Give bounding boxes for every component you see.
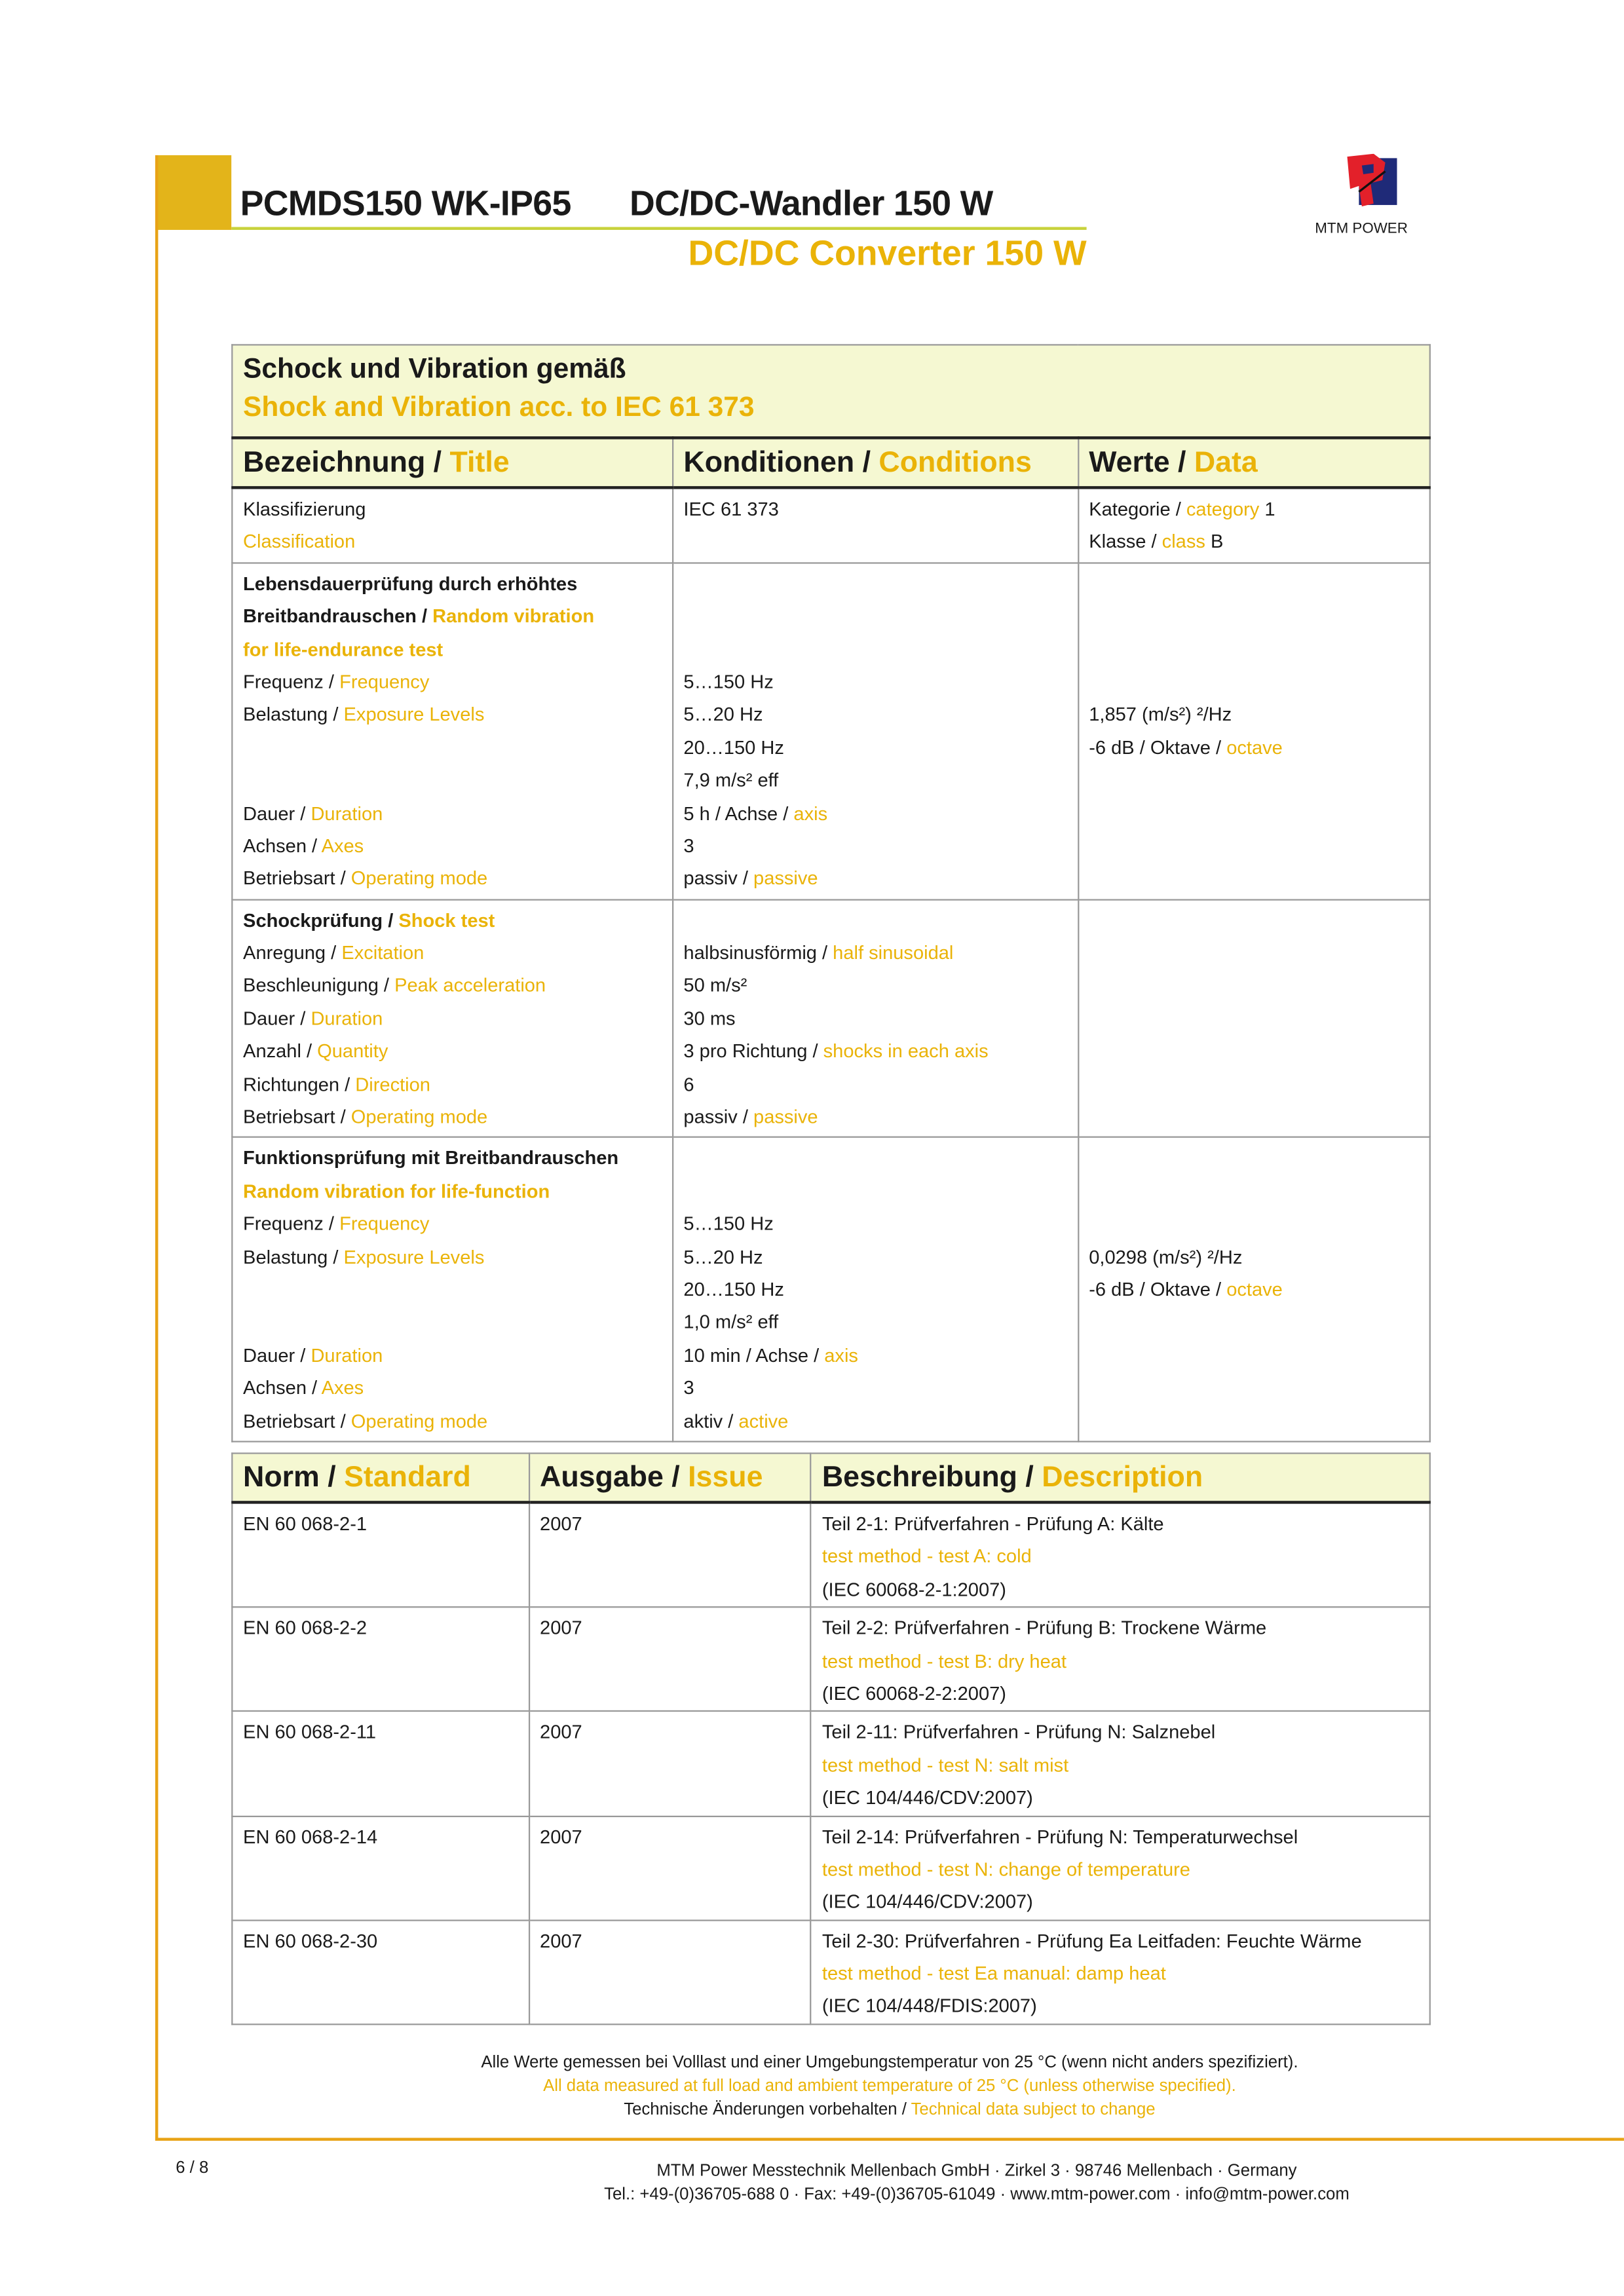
text-en: passive	[753, 1105, 818, 1128]
text-de: Klassifizierung	[243, 498, 366, 520]
text-de: 5 h / Achse /	[683, 801, 794, 824]
cell-line	[822, 1750, 1419, 1782]
text-de: 50 m/s²	[683, 974, 747, 997]
note-change-de: Technische Änderungen vorbehalten /	[624, 2101, 911, 2119]
text-en: Random vibration	[432, 605, 595, 628]
cell-line	[243, 830, 662, 863]
text-de: Dauer /	[243, 1344, 311, 1366]
table-cell	[811, 1920, 1430, 2024]
note-change-en: Technical data subject to change	[911, 2101, 1156, 2119]
measurement-notes	[155, 2052, 1624, 2122]
table-row	[232, 563, 1429, 899]
note-de: Alle Werte gemessen bei Volllast und einer Umgebungstemperatur von 25 °C (wenn nicht anders spezifiziert).	[481, 2054, 1298, 2072]
text-de: Teil 2-1: Prüfverfahren - Prüfung A: Kälte	[821, 1513, 1164, 1535]
text-de: Dauer /	[243, 801, 311, 824]
text-en: Quantity	[317, 1040, 388, 1063]
text-de: 20…150 Hz	[683, 1278, 784, 1300]
text-en: for life-endurance test	[243, 637, 444, 660]
text-de: EN 60 068-2-14	[243, 1825, 378, 1847]
text-de: EN 60 068-2-2	[243, 1617, 368, 1639]
text-de: passiv /	[683, 867, 754, 890]
cell-line	[683, 764, 1067, 797]
cell-line	[243, 1176, 662, 1209]
cell-line	[243, 526, 662, 559]
table-cell	[1078, 899, 1429, 1138]
cell-line	[683, 1241, 1067, 1274]
text-de: 5…20 Hz	[683, 1245, 763, 1268]
cell-line	[1089, 633, 1419, 666]
page-title	[240, 185, 993, 226]
cell-line	[683, 1101, 1067, 1134]
text-de: 5…150 Hz	[683, 1213, 774, 1235]
caption-en: Shock and Vibration acc. to IEC 61 373	[243, 392, 755, 424]
cell-line	[683, 1274, 1067, 1307]
model-name: PCMDS150 WK-IP65	[240, 184, 571, 225]
text-en: Standard	[344, 1461, 471, 1494]
note-en: All data measured at full load and ambient temperature of 25 °C (unless otherwise specified).	[543, 2077, 1236, 2096]
table-row	[232, 1502, 1429, 1607]
title-underline	[231, 227, 1086, 229]
cell-line	[683, 1209, 1067, 1241]
text-de: Achsen /	[243, 834, 322, 857]
text-en: Shock test	[398, 909, 495, 931]
cell-line	[540, 1925, 800, 1958]
text-de: 20…150 Hz	[683, 736, 784, 759]
text-en: Peak acceleration	[394, 974, 546, 997]
mtm-power-logo-icon	[1342, 154, 1400, 216]
table-cell	[232, 563, 672, 899]
table-header-row	[232, 438, 1429, 487]
cell-line	[243, 1209, 662, 1241]
address-line: MTM Power Messtechnik Mellenbach GmbH · Zirkel 3 · 98746 Mellenbach · Germany	[656, 2162, 1297, 2181]
text-de: Breitbandrauschen /	[243, 605, 433, 628]
text-de: 3 pro Richtung /	[683, 1040, 823, 1063]
cell-line	[540, 1821, 800, 1854]
cell-line	[683, 1405, 1067, 1438]
company-address	[155, 2160, 1624, 2207]
cell-line	[683, 1340, 1067, 1372]
text-en: test method - test A: cold	[821, 1545, 1032, 1568]
text-en: Conditions	[878, 446, 1032, 479]
table-cell	[811, 1712, 1430, 1816]
text-de: halbsinusförmig /	[683, 941, 833, 964]
cell-line	[243, 666, 662, 699]
text-de: Richtungen /	[243, 1072, 356, 1095]
text-de: (IEC 60068-2-1:2007)	[821, 1578, 1006, 1600]
cell-line	[1089, 493, 1419, 526]
table-cell	[232, 487, 672, 563]
text-de: 2007	[540, 1721, 582, 1743]
table-cell	[232, 1138, 672, 1442]
table-cell	[673, 1138, 1078, 1442]
title-en: DC/DC Converter 150 W	[688, 234, 1087, 274]
cell-line	[1089, 1209, 1419, 1241]
cell-line	[243, 1307, 662, 1340]
text-de: 5…20 Hz	[683, 703, 763, 726]
text-en: axis	[793, 801, 828, 824]
cell-line	[1089, 1274, 1419, 1307]
table-cell	[529, 1816, 811, 1920]
text-de: 1,0 m/s² eff	[683, 1311, 779, 1333]
text-de: 30 ms	[683, 1007, 736, 1030]
table-cell	[232, 1816, 529, 1920]
shock-vibration-table	[231, 344, 1431, 1442]
cell-line	[243, 863, 662, 895]
text-en: Duration	[311, 1344, 383, 1366]
cell-line	[683, 732, 1067, 764]
text-en: Direction	[355, 1072, 430, 1095]
text-en: Duration	[311, 1007, 383, 1030]
cell-line	[1089, 666, 1419, 699]
text-en: test method - test N: salt mist	[821, 1754, 1069, 1776]
table-cell	[529, 1712, 811, 1816]
cell-line	[243, 1372, 662, 1405]
text-de: 10 min / Achse /	[683, 1344, 825, 1366]
text-en: octave	[1226, 1278, 1283, 1300]
table-cell	[1078, 1138, 1429, 1442]
column-header	[232, 1454, 529, 1503]
text-de: Teil 2-30: Prüfverfahren - Prüfung Ea Leitfaden: Feuchte Wärme	[821, 1929, 1362, 1951]
cell-line	[243, 568, 662, 601]
caption-de: Schock und Vibration gemäß	[243, 354, 626, 385]
cell-line	[822, 1887, 1419, 1919]
cell-line	[683, 699, 1067, 732]
cell-line	[683, 863, 1067, 895]
cell-line	[243, 1003, 662, 1036]
text-de: Achsen /	[243, 1376, 322, 1399]
text-en: Exposure Levels	[343, 1245, 485, 1268]
cell-line	[683, 633, 1067, 666]
text-de: EN 60 068-2-11	[243, 1721, 377, 1743]
table-cell	[811, 1816, 1430, 1920]
cell-line	[540, 1717, 800, 1750]
text-de: Kategorie /	[1089, 498, 1186, 520]
cell-line	[683, 1307, 1067, 1340]
text-en: Operating mode	[350, 867, 488, 890]
text-en: Classification	[243, 531, 356, 553]
cell-line	[243, 1274, 662, 1307]
cell-line	[243, 970, 662, 1003]
text-de: Teil 2-11: Prüfverfahren - Prüfung N: Salznebel	[821, 1721, 1216, 1743]
cell-line	[822, 1717, 1419, 1750]
cell-line	[243, 764, 662, 797]
text-de: 2007	[540, 1513, 582, 1535]
table-cell	[1078, 487, 1429, 563]
contact-line: Tel.: +49-(0)36705-688 0 · Fax: +49-(0)36705-61049 · www.mtm-power.com · info@mtm-power.com	[604, 2186, 1350, 2204]
text-en: Excitation	[341, 941, 425, 964]
table-cell	[529, 1920, 811, 2024]
text-de: Norm /	[243, 1461, 345, 1494]
text-de: Belastung /	[243, 1245, 344, 1268]
table-cell	[673, 899, 1078, 1138]
text-de: 7,9 m/s² eff	[683, 768, 779, 791]
text-de: Betriebsart /	[243, 1105, 351, 1128]
text-en: test method - test B: dry heat	[821, 1649, 1067, 1672]
text-de: Konditionen /	[683, 446, 879, 479]
table-cell	[232, 1920, 529, 2024]
table-row	[232, 1712, 1429, 1816]
column-header	[673, 438, 1078, 487]
text-en: shocks in each axis	[823, 1040, 989, 1063]
column-header	[529, 1454, 811, 1503]
text-de: Frequenz /	[243, 1213, 340, 1235]
text-de: 2007	[540, 1929, 582, 1951]
cell-line	[822, 1925, 1419, 1958]
text-de: Schockprüfung /	[243, 909, 399, 931]
cell-line	[683, 1176, 1067, 1209]
cell-line	[822, 1573, 1419, 1606]
text-de: 1	[1259, 498, 1275, 520]
cell-line	[683, 601, 1067, 633]
cell-line	[683, 797, 1067, 830]
cell-line	[243, 1340, 662, 1372]
text-de: Funktionsprüfung mit Breitbandrauschen	[243, 1147, 619, 1169]
cell-line	[683, 1142, 1067, 1175]
cell-line	[243, 797, 662, 830]
cell-line	[540, 1508, 800, 1541]
text-en: Exposure Levels	[343, 703, 485, 726]
text-en: Title	[449, 446, 510, 479]
cell-line	[822, 1782, 1419, 1815]
text-en: half sinusoidal	[833, 941, 954, 964]
cell-line	[1089, 1176, 1419, 1209]
table-row	[232, 1816, 1429, 1920]
table-cell	[1078, 563, 1429, 899]
text-de: EN 60 068-2-30	[243, 1929, 378, 1951]
text-de: (IEC 104/446/CDV:2007)	[821, 1786, 1033, 1809]
text-de: 1,857 (m/s²) ²/Hz	[1089, 703, 1232, 726]
cell-line	[1089, 1142, 1419, 1175]
text-de: Werte /	[1089, 446, 1194, 479]
cell-line	[243, 937, 662, 970]
cell-line	[243, 1612, 518, 1645]
text-en: active	[738, 1409, 789, 1432]
text-en: axis	[824, 1344, 858, 1366]
note-change	[155, 2098, 1624, 2122]
cell-line	[683, 568, 1067, 601]
text-de: 2007	[540, 1825, 582, 1847]
table-cell	[673, 487, 1078, 563]
cell-line	[243, 699, 662, 732]
cell-line	[243, 633, 662, 666]
cell-line	[822, 1678, 1419, 1711]
cell-line	[683, 937, 1067, 970]
column-header	[232, 438, 672, 487]
text-en: Operating mode	[350, 1105, 488, 1128]
cell-line	[683, 905, 1067, 937]
table-cell	[529, 1502, 811, 1607]
cell-line	[1089, 568, 1419, 601]
cell-line	[243, 1405, 662, 1438]
cell-line	[243, 493, 662, 526]
cell-line	[822, 1541, 1419, 1573]
text-en: Description	[1042, 1461, 1203, 1494]
cell-line	[243, 1508, 518, 1541]
cell-line	[683, 666, 1067, 699]
cell-line	[243, 732, 662, 764]
text-en: Random vibration for life-function	[243, 1180, 550, 1202]
text-de: Anregung /	[243, 941, 342, 964]
cell-line	[822, 1958, 1419, 1991]
table-cell	[811, 1502, 1430, 1607]
standards-table	[231, 1452, 1431, 2025]
text-en: Axes	[321, 834, 364, 857]
text-de: Klasse /	[1089, 531, 1162, 553]
text-de: Anzahl /	[243, 1040, 318, 1063]
table-cell	[811, 1608, 1430, 1712]
cell-line	[683, 1036, 1067, 1068]
page-number: 6 / 8	[176, 2160, 209, 2177]
text-de: Bezeichnung /	[243, 446, 450, 479]
text-en: Issue	[688, 1461, 763, 1494]
text-de: Teil 2-14: Prüfverfahren - Prüfung N: Temperaturwechsel	[821, 1825, 1298, 1847]
text-en: Frequency	[339, 1213, 430, 1235]
text-de: -6 dB / Oktave /	[1089, 736, 1227, 759]
cell-line	[1089, 601, 1419, 633]
cell-line	[822, 1854, 1419, 1887]
text-de: passiv /	[683, 1105, 754, 1128]
text-de: EN 60 068-2-1	[243, 1513, 368, 1535]
text-de: 6	[683, 1072, 694, 1095]
text-en: Operating mode	[350, 1409, 488, 1432]
table-cell	[232, 1608, 529, 1712]
cell-line	[243, 1717, 518, 1750]
logo-text: MTM POWER	[1315, 221, 1408, 238]
cell-line	[243, 1101, 662, 1134]
table-cell	[673, 563, 1078, 899]
text-en: test method - test Ea manual: damp heat	[821, 1962, 1166, 1985]
frame-bottom-line	[155, 2138, 1624, 2141]
table-cell	[529, 1608, 811, 1712]
cell-line	[683, 1372, 1067, 1405]
text-de: Lebensdauerprüfung durch erhöhtes	[243, 572, 578, 595]
cell-line	[683, 1068, 1067, 1101]
text-de: 3	[683, 834, 694, 857]
text-de: (IEC 104/446/CDV:2007)	[821, 1891, 1033, 1913]
cell-line	[243, 1925, 518, 1958]
cell-line	[540, 1612, 800, 1645]
text-en: passive	[753, 867, 818, 890]
cell-line	[683, 970, 1067, 1003]
table-cell	[232, 1502, 529, 1607]
table-cell	[232, 899, 672, 1138]
table-row	[232, 1920, 1429, 2024]
text-en: test method - test N: change of temperature	[821, 1858, 1190, 1880]
text-de: Betriebsart /	[243, 867, 351, 890]
text-de: aktiv /	[683, 1409, 739, 1432]
text-en: Duration	[311, 801, 383, 824]
text-de: 5…150 Hz	[683, 670, 774, 693]
cell-line	[822, 1645, 1419, 1678]
column-header	[811, 1454, 1430, 1503]
text-de: -6 dB / Oktave /	[1089, 1278, 1227, 1300]
text-de: Belastung /	[243, 703, 344, 726]
table-caption	[232, 345, 1429, 438]
text-de: Teil 2-2: Prüfverfahren - Prüfung B: Trockene Wärme	[821, 1617, 1267, 1639]
title-de: DC/DC-Wandler 150 W	[630, 184, 993, 225]
cell-line	[1089, 526, 1419, 559]
text-de: 3	[683, 1376, 694, 1399]
table-row	[232, 1608, 1429, 1712]
cell-line	[822, 1508, 1419, 1541]
cell-line	[243, 1241, 662, 1274]
text-de: Betriebsart /	[243, 1409, 351, 1432]
cell-line	[243, 601, 662, 633]
cell-line	[1089, 1241, 1419, 1274]
cell-line	[822, 1821, 1419, 1854]
text-de: Frequenz /	[243, 670, 340, 693]
cell-line	[243, 1068, 662, 1101]
text-en: Axes	[321, 1376, 364, 1399]
text-en: class	[1161, 531, 1205, 553]
text-de: Ausgabe /	[540, 1461, 689, 1494]
text-de: (IEC 104/448/FDIS:2007)	[821, 1995, 1037, 2018]
cell-line	[243, 1142, 662, 1175]
column-header	[1078, 438, 1429, 487]
text-de: B	[1205, 531, 1224, 553]
text-de: (IEC 60068-2-2:2007)	[821, 1682, 1006, 1704]
text-de: 0,0298 (m/s²) ²/Hz	[1089, 1245, 1243, 1268]
text-en: Frequency	[339, 670, 430, 693]
cell-line	[822, 1991, 1419, 2023]
text-en: Data	[1194, 446, 1258, 479]
frame-left-line	[155, 155, 158, 2141]
cell-line	[243, 1036, 662, 1068]
cell-line	[243, 1821, 518, 1854]
text-en: category	[1186, 498, 1260, 520]
cell-line	[822, 1612, 1419, 1645]
cell-line	[683, 1003, 1067, 1036]
table-cell	[232, 1712, 529, 1816]
table-row	[232, 1138, 1429, 1442]
text-en: octave	[1226, 736, 1283, 759]
table-header-row	[232, 1454, 1429, 1503]
table-row	[232, 899, 1429, 1138]
text-de: Dauer /	[243, 1007, 311, 1030]
text-de: Beschleunigung /	[243, 974, 395, 997]
cell-line	[683, 830, 1067, 863]
accent-square	[155, 155, 231, 230]
table-row	[232, 487, 1429, 563]
text-de: 2007	[540, 1617, 582, 1639]
cell-line	[1089, 699, 1419, 732]
cell-line	[1089, 732, 1419, 764]
cell-line	[683, 493, 1067, 526]
text-de: Beschreibung /	[821, 1461, 1042, 1494]
text-de: IEC 61 373	[683, 498, 779, 520]
cell-line	[243, 905, 662, 937]
